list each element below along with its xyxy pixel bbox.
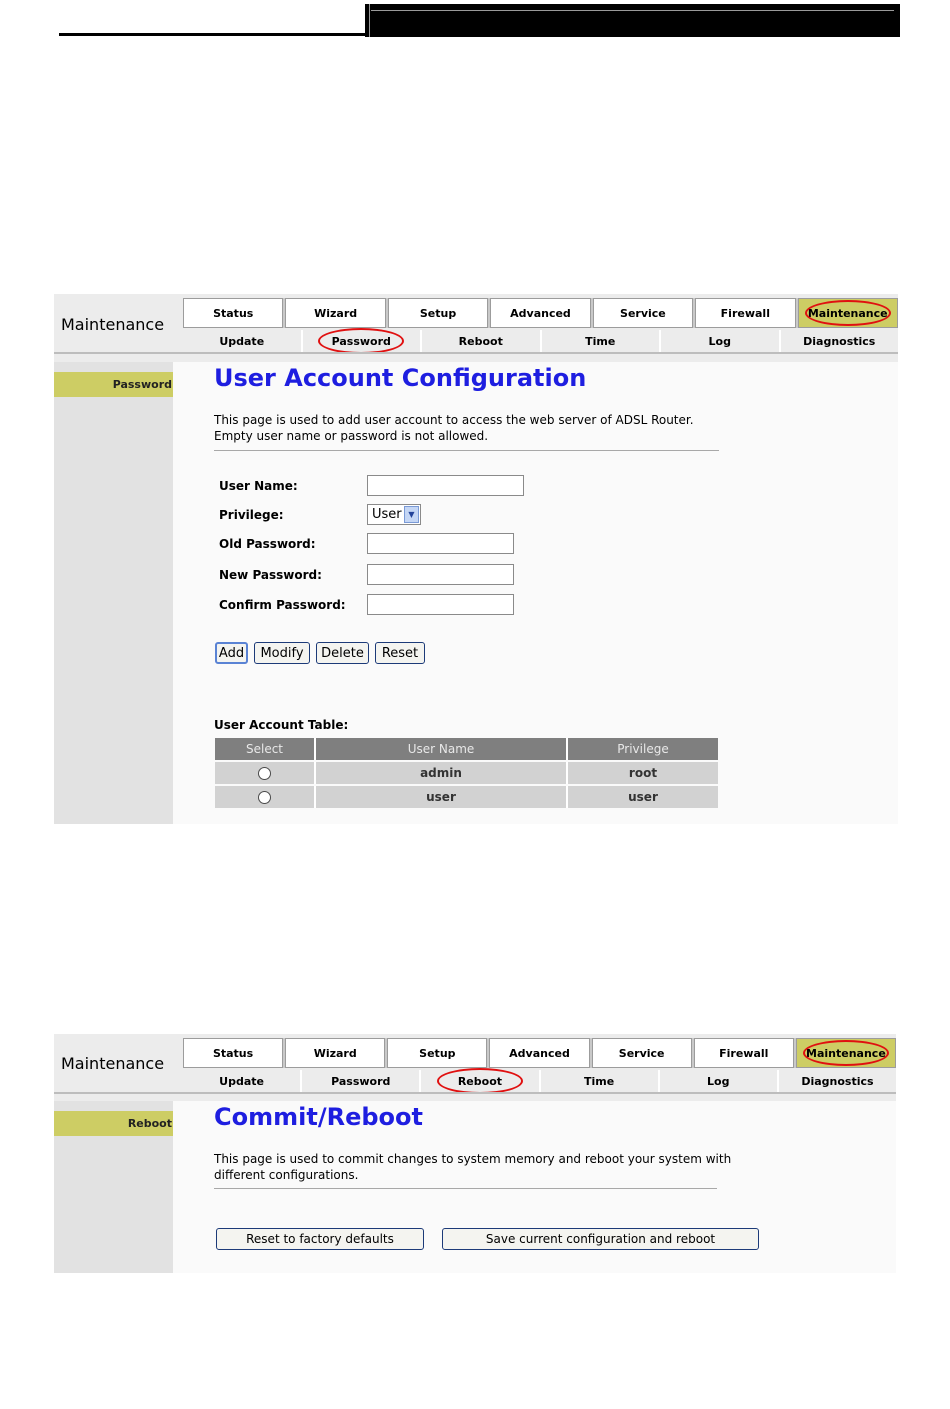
add-button[interactable]: Add xyxy=(215,642,248,664)
main-content xyxy=(173,362,898,824)
new-password-label: New Password: xyxy=(219,568,322,582)
tab-label: Setup xyxy=(419,1046,456,1060)
description-line: Empty user name or password is not allowed. xyxy=(214,429,489,443)
tab-label: Wizard xyxy=(313,1046,357,1060)
privilege-cell: user xyxy=(568,786,718,808)
select-cell xyxy=(215,786,316,808)
user-name-label: User Name: xyxy=(219,479,298,493)
confirm-password-input[interactable] xyxy=(367,594,514,615)
new-password-input[interactable] xyxy=(367,564,514,585)
subtab-label: Log xyxy=(707,1074,730,1088)
tab-label: Firewall xyxy=(719,1046,769,1060)
sidebar-item-password[interactable]: Password xyxy=(54,372,173,397)
tab-status[interactable] xyxy=(183,1038,283,1068)
select-radio[interactable] xyxy=(258,767,271,780)
tab-label: Wizard xyxy=(314,306,358,320)
subtab-label: Password xyxy=(331,1074,391,1088)
chevron-down-icon[interactable]: ▼ xyxy=(404,506,419,523)
header-black-bar xyxy=(365,4,900,37)
page-title: User Account Configuration xyxy=(214,364,587,392)
tab-wizard[interactable] xyxy=(285,1038,385,1068)
tab-label: Service xyxy=(618,1046,665,1060)
subtab-label: Diagnostics xyxy=(801,1074,874,1088)
table-row xyxy=(215,762,718,784)
description-line: This page is used to add user account to access the web server of ADSL Router. xyxy=(214,413,694,427)
subtab-diagnostics[interactable] xyxy=(781,330,899,352)
subtab-update[interactable] xyxy=(183,330,303,352)
subtab-label: Time xyxy=(584,1074,615,1088)
tab-wizard[interactable] xyxy=(285,298,385,328)
confirm-password-label: Confirm Password: xyxy=(219,598,346,612)
sidebar-item-reboot[interactable]: Reboot xyxy=(54,1111,173,1136)
tab-service[interactable] xyxy=(593,298,693,328)
app-title: Maintenance xyxy=(61,1054,165,1073)
modify-button[interactable]: Modify xyxy=(254,642,310,664)
subtab-log[interactable] xyxy=(661,330,781,352)
tab-label: Status xyxy=(213,306,254,320)
subtab-update[interactable] xyxy=(183,1070,302,1092)
subtab-log[interactable] xyxy=(660,1070,779,1092)
tab-label: Status xyxy=(212,1046,254,1060)
tab-setup[interactable] xyxy=(387,1038,487,1068)
table-caption: User Account Table: xyxy=(214,718,349,732)
subtab-diagnostics[interactable] xyxy=(779,1070,896,1092)
old-password-label: Old Password: xyxy=(219,537,316,551)
column-header: Select xyxy=(215,738,316,760)
column-header: User Name xyxy=(316,738,568,760)
app-title: Maintenance xyxy=(61,315,165,334)
sidebar xyxy=(54,1101,173,1273)
table-row xyxy=(215,786,718,808)
delete-button[interactable]: Delete xyxy=(316,642,369,664)
description-line: This page is used to commit changes to system memory and reboot your system with xyxy=(214,1152,732,1166)
sub-menu xyxy=(183,1070,896,1092)
subtab-label: Update xyxy=(219,334,265,348)
subtab-reboot[interactable] xyxy=(422,330,542,352)
subtab-time[interactable] xyxy=(542,330,662,352)
subtab-label: Password xyxy=(331,334,391,348)
select-radio[interactable] xyxy=(258,791,271,804)
user-name-cell: user xyxy=(316,786,568,808)
document-header xyxy=(0,0,950,40)
tab-advanced[interactable] xyxy=(489,1038,589,1068)
tab-label: Firewall xyxy=(720,306,770,320)
tab-label: Maintenance xyxy=(806,1046,886,1060)
subtab-label: Diagnostics xyxy=(803,334,876,348)
page-description xyxy=(214,412,734,444)
save-and-reboot-button[interactable]: Save current configuration and reboot xyxy=(442,1228,759,1250)
main-menu xyxy=(183,1038,896,1068)
user-name-input[interactable] xyxy=(367,475,524,496)
tab-label: Setup xyxy=(419,306,457,320)
tab-label: Advanced xyxy=(510,306,571,320)
menu-separator xyxy=(54,352,898,354)
sub-menu xyxy=(183,330,898,352)
subtab-label: Reboot xyxy=(457,1074,503,1088)
main-content xyxy=(173,1101,896,1273)
user-name-cell: admin xyxy=(316,762,568,784)
sidebar xyxy=(54,362,173,824)
menu-separator xyxy=(54,1092,896,1094)
tab-firewall[interactable] xyxy=(694,1038,794,1068)
privilege-select[interactable] xyxy=(367,504,421,525)
page-title: Commit/Reboot xyxy=(214,1103,423,1131)
tab-label: Service xyxy=(620,306,666,320)
column-header: Privilege xyxy=(568,738,718,760)
tab-status[interactable] xyxy=(183,298,283,328)
description-line: different configurations. xyxy=(214,1168,359,1182)
subtab-password[interactable] xyxy=(303,330,423,352)
tab-service[interactable] xyxy=(592,1038,692,1068)
subtab-password[interactable] xyxy=(302,1070,421,1092)
select-cell xyxy=(215,762,316,784)
header-rule xyxy=(59,33,367,36)
tab-advanced[interactable] xyxy=(490,298,590,328)
table-header-row xyxy=(215,738,718,760)
tab-firewall[interactable] xyxy=(695,298,795,328)
page-description xyxy=(214,1151,734,1183)
divider xyxy=(214,450,719,451)
tab-label: Maintenance xyxy=(807,306,888,320)
subtab-reboot[interactable] xyxy=(421,1070,540,1092)
tab-label: Advanced xyxy=(509,1046,570,1060)
tab-maintenance[interactable] xyxy=(796,1038,896,1068)
privilege-cell: root xyxy=(568,762,718,784)
main-menu xyxy=(183,298,898,328)
divider xyxy=(214,1188,717,1189)
subtab-label: Time xyxy=(585,334,616,348)
privilege-value: User xyxy=(372,507,402,522)
privilege-label: Privilege: xyxy=(219,508,284,522)
screenshot-reboot xyxy=(54,1034,896,1273)
subtab-time[interactable] xyxy=(541,1070,660,1092)
tab-maintenance[interactable] xyxy=(798,298,898,328)
subtab-label: Reboot xyxy=(458,334,503,348)
subtab-label: Log xyxy=(708,334,731,348)
tab-setup[interactable] xyxy=(388,298,488,328)
reset-factory-defaults-button[interactable]: Reset to factory defaults xyxy=(216,1228,424,1250)
reset-button[interactable]: Reset xyxy=(375,642,425,664)
old-password-input[interactable] xyxy=(367,533,514,554)
screenshot-password xyxy=(54,294,898,824)
subtab-label: Update xyxy=(219,1074,264,1088)
